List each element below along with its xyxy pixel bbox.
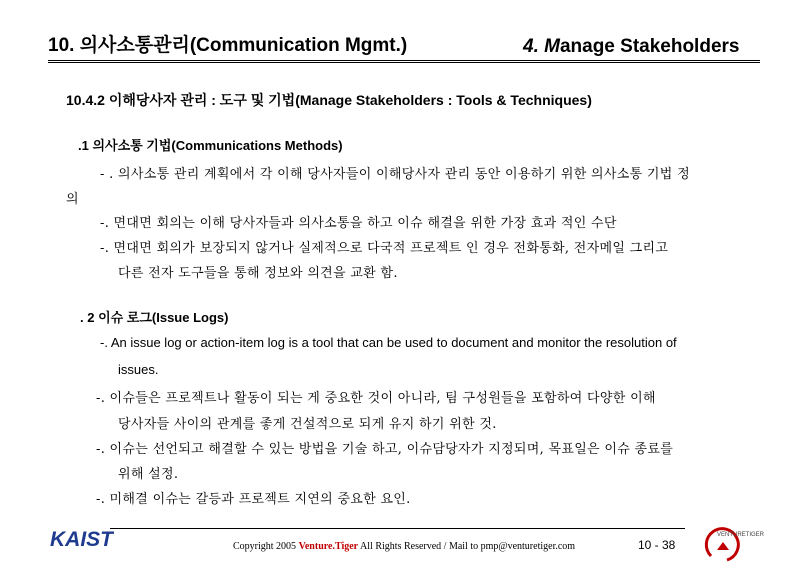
sub2-line: -. 이슈는 선언되고 해결할 수 있는 방법을 기술 하고, 이슈담당자가 지정되며, 목표일은 이슈 종료를 — [96, 442, 674, 457]
vt-logo-text: VENTURETIGER — [717, 532, 765, 538]
sub2-line: -. An issue log or action-item log is a tool that can be used to document and monitor the resolution of — [100, 335, 677, 350]
subsection-2-title: . 2 이슈 로그(Issue Logs) — [80, 310, 229, 325]
sub2-line: issues. — [118, 362, 159, 377]
sub1-line: - . 의사소통 관리 계획에서 각 이해 당사자들이 이해당사자 관리 동안 이용하기 위한 의사소통 기법 정 — [100, 167, 690, 182]
venturetiger-logo — [697, 524, 767, 569]
brand-name: Venture.Tiger — [298, 541, 359, 552]
copyright-prefix: Copyright 2005 — [233, 541, 299, 552]
page-number: 10 - 38 — [638, 538, 676, 552]
footer-divider — [110, 528, 685, 529]
sub1-line: -. 면대면 회의는 이해 당사자들과 의사소통을 하고 이슈 해결을 위한 가장 효과 적인 수단 — [100, 216, 617, 231]
sub1-line: 의 — [66, 192, 79, 207]
header-right-rest: anage Stakeholders — [559, 36, 740, 57]
subsection-1-title: .1 의사소통 기법(Communications Methods) — [78, 138, 343, 153]
kaist-logo — [48, 528, 114, 555]
sub1-line: -. 면대면 회의가 보장되지 않거나 실제적으로 다국적 프로젝트 인 경우 전화통화, 전자메일 그리고 — [100, 241, 669, 256]
kaist-logo-text: KAIST — [50, 528, 113, 550]
sub2-line: 위해 설정. — [118, 467, 179, 482]
copyright-suffix: All Rights Reserved / Mail to pmp@venturetiger.com — [358, 541, 576, 552]
header-left-title: 10. 의사소통관리(Communication Mgmt.) — [48, 35, 408, 56]
header-right-title — [523, 36, 739, 58]
header-right-prefix: 4. M — [523, 36, 560, 57]
sub2-line: 당사자들 사이의 관계를 좋게 건설적으로 되게 유지 하기 위한 것. — [118, 417, 497, 432]
sub2-line: -. 미해결 이슈는 갈등과 프로젝트 지연의 중요한 요인. — [96, 492, 411, 507]
header-divider — [48, 60, 760, 63]
section-title: 10.4.2 이해당사자 관리 : 도구 및 기법(Manage Stakeholders : Tools & Techniques) — [66, 92, 592, 108]
copyright-text — [233, 541, 575, 552]
sub2-line: -. 이슈들은 프로젝트나 활동이 되는 게 중요한 것이 아니라, 팀 구성원들을 포함하여 다양한 이해 — [96, 391, 656, 406]
sub1-line: 다른 전자 도구들을 통해 정보와 의견을 교환 함. — [118, 266, 398, 281]
